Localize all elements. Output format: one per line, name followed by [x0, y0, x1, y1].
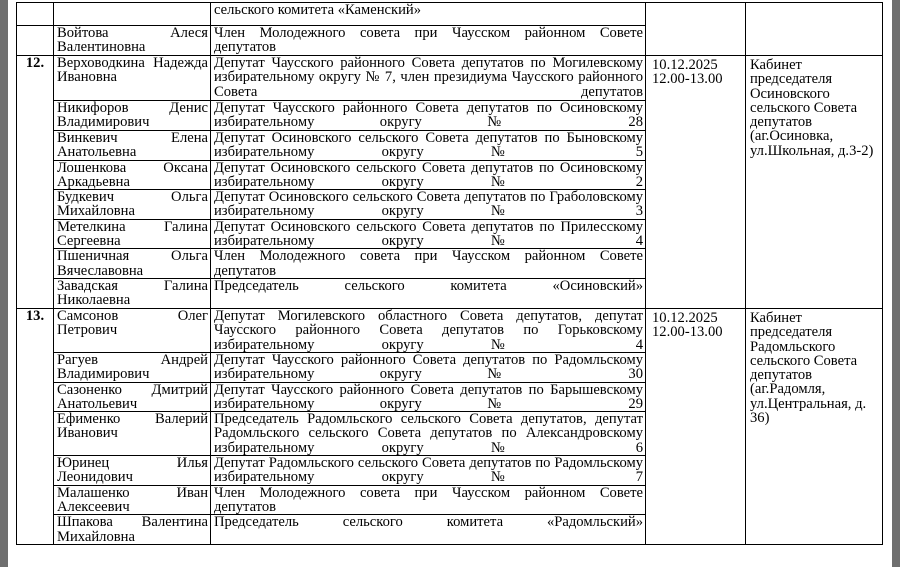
schedule-table: [16, 2, 883, 545]
member-name: Войтова Алеся Валентиновна: [54, 26, 211, 56]
member-role: Депутат Могилевского областного Совета депутатов, депутат Чаусского районного Совета депутатов по Горьковскому избирательному округу № 4: [211, 308, 646, 352]
member-role: Член Молодежного совета при Чаусском районном Совете депутатов: [211, 249, 646, 279]
member-role: Депутат Радомльского сельского Совета депутатов по Радомльскому избирательному округу № 7: [211, 456, 646, 486]
member-name: Ефименко Валерий Иванович: [54, 412, 211, 456]
member-role: Председатель сельского комитета «Осиновский»: [211, 278, 646, 308]
meeting-time: 12.00-13.00: [652, 324, 723, 341]
member-name: Пшеничная Ольга Вячеславовна: [54, 249, 211, 279]
member-name: Лошенкова Оксана Аркадьевна: [54, 160, 211, 190]
meeting-datetime: [646, 308, 746, 544]
member-name: Завадская Галина Николаевна: [54, 278, 211, 308]
member-role: Депутат Чаусского районного Совета депутатов по Могилевскому избирательному округу № 7, член президиума Чаусского районного Совета депутатов: [211, 56, 646, 101]
member-name: Самсонов Олег Петрович: [54, 308, 211, 352]
member-name: Никифоров Денис Владимирович: [54, 101, 211, 131]
member-name: Шпакова Валентина Михайловна: [54, 515, 211, 545]
group-number: 13.: [17, 308, 54, 544]
member-role: Депутат Чаусского районного Совета депутатов по Осиновскому избирательному округу № 28: [211, 101, 646, 131]
member-role: Депутат Осиновского сельского Совета депутатов по Граболовскому избирательному округу № 3: [211, 190, 646, 220]
member-name: Будкевич Ольга Михайловна: [54, 190, 211, 220]
member-role: Депутат Осиновского сельского Совета депутатов по Быновскому избирательному округу № 5: [211, 131, 646, 161]
member-role: сельского комитета «Каменский»: [211, 3, 646, 26]
member-role: Депутат Чаусского районного Совета депутатов по Барышевскому избирательному округу № 29: [211, 382, 646, 412]
meeting-place: Кабинет председателя Радомльского сельского Совета депутатов (аг.Радомля, ул.Центральная, д. 36): [746, 308, 883, 544]
member-role: Член Молодежного совета при Чаусском районном Совете депутатов: [211, 485, 646, 515]
member-name: Малашенко Иван Алексеевич: [54, 485, 211, 515]
member-name: Сазоненко Дмитрий Анатольевич: [54, 382, 211, 412]
meeting-datetime: [646, 56, 746, 309]
member-name: Верховодкина Надежда Ивановна: [54, 56, 211, 101]
member-role: Депутат Чаусского районного Совета депутатов по Радомльскому избирательному округу № 30: [211, 352, 646, 382]
meeting-place: Кабинет председателя Осиновского сельского Совета депутатов (аг.Осиновка, ул.Школьная, д.3-2): [746, 56, 883, 309]
member-name: Винкевич Елена Анатольевна: [54, 131, 211, 161]
table-row: [17, 308, 883, 352]
member-name: Рагуев Андрей Владимирович: [54, 352, 211, 382]
member-role: Депутат Осиновского сельского Совета депутатов по Прилесскому избирательному округу № 4: [211, 219, 646, 249]
table-row: [17, 3, 883, 26]
meeting-time: 12.00-13.00: [652, 71, 723, 88]
member-role: Член Молодежного совета при Чаусском районном Совете депутатов: [211, 26, 646, 56]
member-role: Депутат Осиновского сельского Совета депутатов по Осиновскому избирательному округу № 2: [211, 160, 646, 190]
group-number: 12.: [17, 56, 54, 309]
member-name: Метелкина Галина Сергеевна: [54, 219, 211, 249]
member-name: Юринец Илья Леонидович: [54, 456, 211, 486]
member-role: Председатель Радомльского сельского Совета депутатов, депутат Радомльского сельского Совета депутатов по Александровскому избирательному округу № 6: [211, 412, 646, 456]
table-row: [17, 56, 883, 101]
meeting-date: 10.12.2025: [652, 309, 718, 326]
meeting-date: 10.12.2025: [652, 57, 718, 73]
viewer-right-edge: [892, 0, 900, 567]
viewer-left-edge: [0, 0, 8, 567]
member-role: Председатель сельского комитета «Радомльский»: [211, 515, 646, 545]
